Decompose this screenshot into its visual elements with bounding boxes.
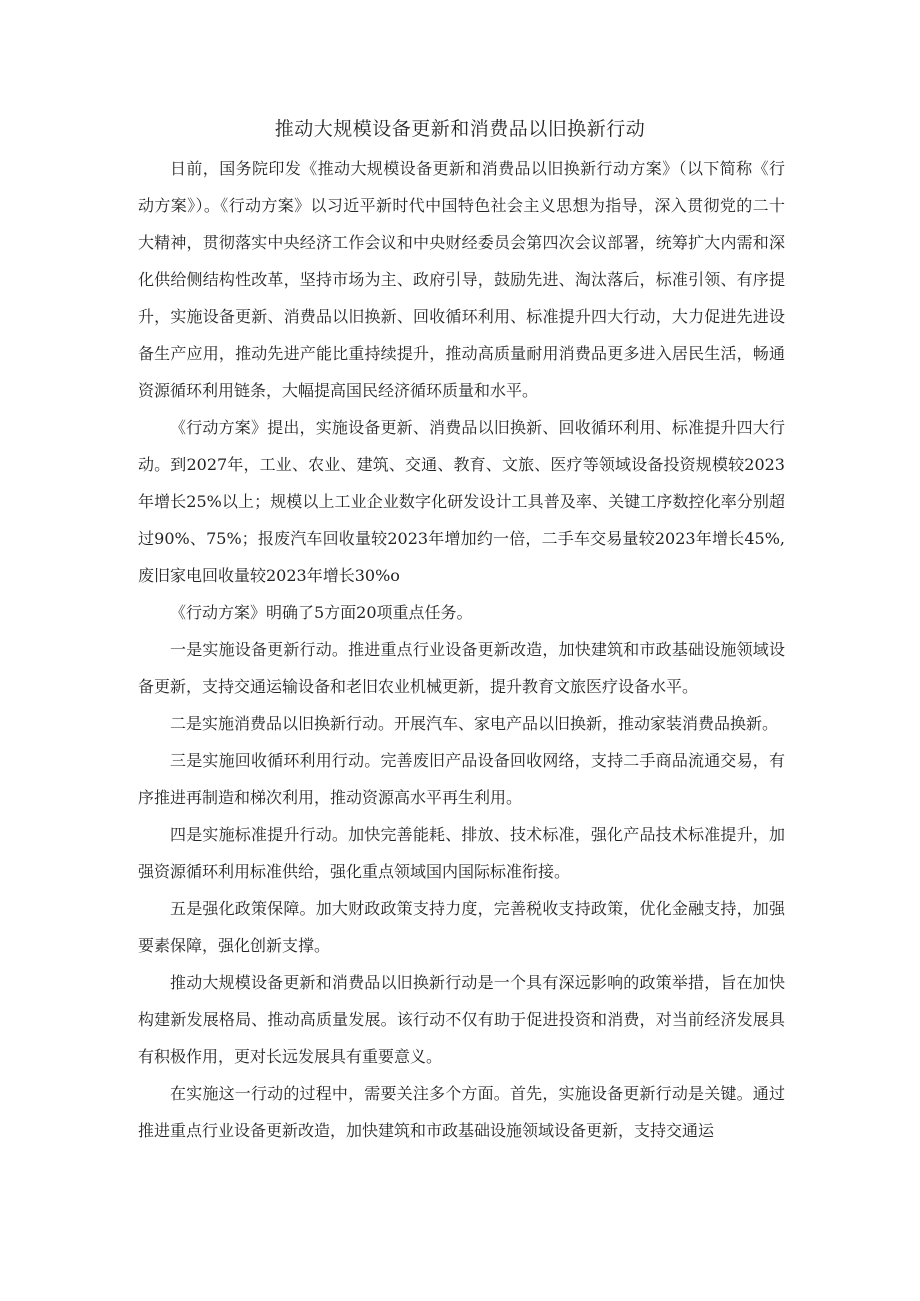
document-title: 推动大规模设备更新和消费品以旧换新行动 <box>274 118 646 140</box>
paragraph-implementation: 在实施这一行动的过程中，需要关注多个方面。首先，实施设备更新行动是关键。通过推进重点行业设备更新改造，加快建筑和市政基础设施领域设备更新，支持交通运 <box>138 1084 785 1140</box>
paragraph-tasks-summary: 《行动方案》明确了5方面20项重点任务。 <box>170 603 473 622</box>
paragraph-intro: 日前，国务院印发《推动大规模设备更新和消费品以旧换新行动方案》（以下简称《行动方案》）。《行动方案》以习近平新时代中国特色社会主义思想为指导，深入贯彻党的二十大精神，贯彻落实中央经济工作会议和中央财经委员会第四次会议部署，统筹扩大内需和深化供给侧结构性改革，坚持市场为主、政府引导，鼓励先进、淘汰落后，标准引领、有序提升，实施设备更新、消费品以旧换新、回收循环利用、标准提升四大行动，大力促进先进设备生产应用，推动先进产能比重持续提升，推动高质量耐用消费品更多进入居民生活，畅通资源循环利用链条，大幅提高国民经济循环质量和水平。 <box>138 159 785 400</box>
paragraph-task-1: 一是实施设备更新行动。推进重点行业设备更新改造，加快建筑和市政基础设施领域设备更新，支持交通运输设备和老旧农业机械更新，提升教育文旅医疗设备水平。 <box>138 640 785 696</box>
paragraph-task-2: 二是实施消费品以旧换新行动。开展汽车、家电产品以旧换新，推动家装消费品换新。 <box>170 714 779 733</box>
paragraph-task-3: 三是实施回收循环利用行动。完善废旧产品设备回收网络，支持二手商品流通交易，有序推进再制造和梯次利用，推动资源高水平再生利用。 <box>138 751 785 807</box>
paragraph-significance: 推动大规模设备更新和消费品以旧换新行动是一个具有深远影响的政策举措，旨在加快构建新发展格局、推动高质量发展。该行动不仅有助于促进投资和消费，对当前经济发展具有积极作用，更对长远发展具有重要意义。 <box>138 973 785 1066</box>
paragraph-task-4: 四是实施标准提升行动。加快完善能耗、排放、技术标准，强化产品技术标准提升，加强资源循环利用标准供给，强化重点领域国内国际标准衔接。 <box>138 825 785 881</box>
document-body <box>138 150 785 1149</box>
paragraph-targets: 《行动方案》提出，实施设备更新、消费品以旧换新、回收循环利用、标准提升四大行动。到2027年，工业、农业、建筑、交通、教育、文旅、医疗等领域设备投资规模较2023年增长25%以上；规模以上工业企业数字化研发设计工具普及率、关键工序数控化率分别超过90%、75%；报废汽车回收量较2023年增加约一倍，二手车交易量较2023年增长45%,废旧家电回收量较2023年增长30%o <box>138 418 785 585</box>
paragraph-task-5: 五是强化政策保障。加大财政政策支持力度，完善税收支持政策，优化金融支持，加强要素保障，强化创新支撑。 <box>138 899 785 955</box>
